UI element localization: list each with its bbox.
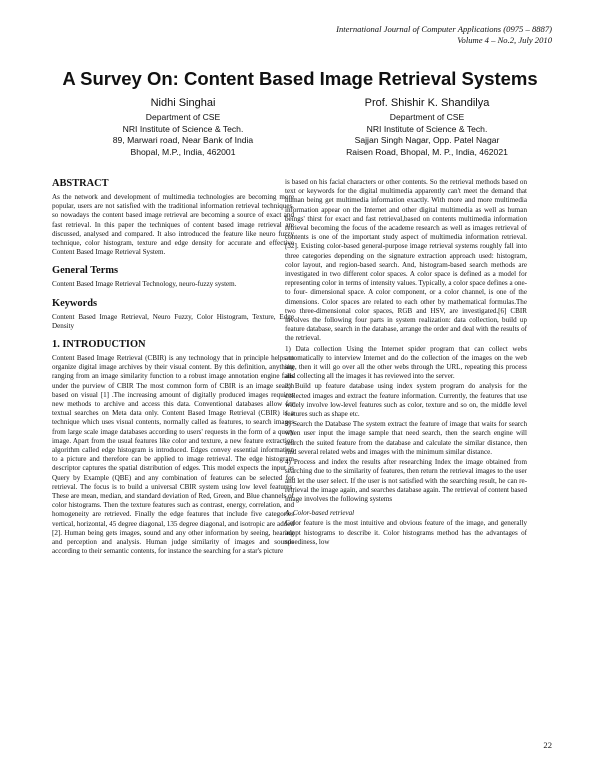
journal-name: International Journal of Computer Applications (0975 – 8887) xyxy=(336,24,552,34)
introduction-heading: 1. INTRODUCTION xyxy=(52,339,146,351)
body-paragraph: is based on his facial characters or other contents. So the retrieval methods based on text or keywords for the digital multimedia apparently can't meet the demand that human being get multimedia information exactly. With more and more multimedia information appear on the Internet and other digital multimedia as well as human beings' thirst for exact and fast retrieval,based on contents multimedia information retrieval becoming the focus of the academe research as well as images retrieval of contents is one of the important study aspect of multimedia information retrieval.[32]. Existing color-based general-purpose image retrieval systems roughly fall into three categories depending on the signature extraction approach used: histogram, color layout, and region-based search. And, histogram-based search methods are investigated in two different color spaces. A color space is defined as a model for representing color in terms of intensity values. Typically, a color space defines a one- to four- dimensional space. A color component, or a color channel, is one of the dimensions. Color spaces are related to each other by mathematical formulas.The two three-dimensional color spaces, RGB and HSV, are investigated.[6] CBIR involves the following four parts in system realization: data collection, build up feature database, search in the database, arrange the order and deal with the results of the retrieval. xyxy=(285,178,527,343)
general-terms-text: Content Based Image Retrieval Technology, neuro-fuzzy system. xyxy=(52,280,237,289)
author-affiliation-line: NRI Institute of Science & Tech. xyxy=(122,123,244,134)
left-column xyxy=(52,178,294,558)
author-block-1 xyxy=(68,96,298,158)
right-column xyxy=(285,178,527,548)
journal-volume: Volume 4 – No.2, July 2010 xyxy=(457,35,552,45)
list-item: 1) Data collection Using the Internet spider program that can collect webs automatically to interview Internet and do the collection of the images on the web site, then it will go over all the other webs through the URL, repeating this process and collecting all the images it has reviewed into the server. xyxy=(285,344,527,381)
author-affiliation-line: Department of CSE xyxy=(145,112,221,122)
list-item: 4) Process and index the results after researching Index the image obtained from searching due to the similarity of features, then return the retrieval images to the user and let the user select. If the user is not satisfied with the searching result, he can re-retrieval the image again, and searches database again. The retrieval of content based image involves the following systems xyxy=(285,458,527,503)
author-affiliation-line: NRI Institute of Science & Tech. xyxy=(366,123,488,134)
subsection-heading: A. Color-based retrieval xyxy=(285,509,355,518)
list-item: 3) Search the Database The system extract the feature of image that waits for search when user input the image sample that need search, then the search engine will search the suited feature from the database and calculate the similar distance, then find several related webs and images with the minimum similar distance. xyxy=(285,420,527,456)
author-affiliation-line: Raisen Road, Bhopal, M. P., India, 462021 xyxy=(346,146,508,157)
introduction-text: Content Based Image Retrieval (CBIR) is any technology that in principle helps to organize digital image archives by their visual content. By this definition, anything ranging from an image similarity function to a robust image annotation engine falls under the purview of CBIR The most common form of CBIR is an image search based on visual [1] .The increasing amount of digitally produced images requires new methods to archive and access this data. Conventional databases allow for textual searches on Meta data only. Content Based Image Retrieval (CBIR) is a technique which uses visual contents, normally called as features, to search images from large scale image databases according to users' requests in the form of a query image. Apart from the usual features like color and texture, a new feature extraction algorithm called edge histogram is introduced. Edges convey essential information to a picture and therefore can be applied to image retrieval. The edge histogram descriptor captures the spatial distribution of edges. This model expects the input as Query by Example (QBE) and any combination of features can be selected for retrieval. The focus is to build a universal CBIR system using low level features. These are mean, median, and standard deviation of Red, Green, and Blue channels of color histograms. Then the texture features such as contrast, energy, correlation, and homogeneity are retrieved. Finally the edge features that include five categories vertical, horizontal, 45 degree diagonal, 135 degree diagonal, and isotropic are added [2]. Human being gets images, sound and any other information by seeing, hearing and perception and analysis. Human judge similarity of images and sounds according to their semantic contents, for instance the searching for a star's picture xyxy=(52,354,294,556)
author-name: Prof. Shishir K. Shandilya xyxy=(364,97,490,109)
page-number: 22 xyxy=(543,740,552,750)
keywords-heading: Keywords xyxy=(52,297,98,309)
paper-title: A Survey On: Content Based Image Retrieval Systems xyxy=(62,68,538,89)
author-affiliation-line: Department of CSE xyxy=(389,112,465,122)
author-affiliation-line: Sajjan Singh Nagar, Opp. Patel Nagar xyxy=(354,135,500,146)
body-paragraph: Color feature is the most intuitive and obvious feature of the image, and generally adopt histograms to describe it. Color histograms method has the advantages of speediness, low xyxy=(285,519,527,546)
abstract-heading: ABSTRACT xyxy=(52,178,109,189)
journal-header xyxy=(336,24,552,46)
list-item: 2) Build up feature database using index system program do analysis for the collected images and extract the feature information. Currently, the features that use widely involve low-level features such as color, texture and so on, the middle level features such as shape etc. xyxy=(285,382,527,419)
author-affiliation-line: Bhopal, M.P., India, 462001 xyxy=(130,146,236,157)
keywords-text: Content Based Image Retrieval, Neuro Fuzzy, Color Histogram, Texture, Edge Density xyxy=(52,312,294,330)
author-name: Nidhi Singhai xyxy=(150,97,216,109)
author-block-2 xyxy=(312,96,542,158)
general-terms-heading: General Terms xyxy=(52,265,119,277)
author-affiliation-line: 89, Marwari road, Near Bank of India xyxy=(112,135,254,146)
abstract-text: As the network and development of multimedia technologies are becoming more popular, users are not satisfied with the traditional information retrieval techniques. so nowadays the content based image retrieval are becoming a source of exact and fast retrieval. In this paper the techniques of content based image retrieval are discussed, analysed and compared. It also introduced the feature like neuro fuzzy technique, color histogram, texture and edge density for accurate and effective Content Based Image Retrieval System. xyxy=(52,193,294,257)
